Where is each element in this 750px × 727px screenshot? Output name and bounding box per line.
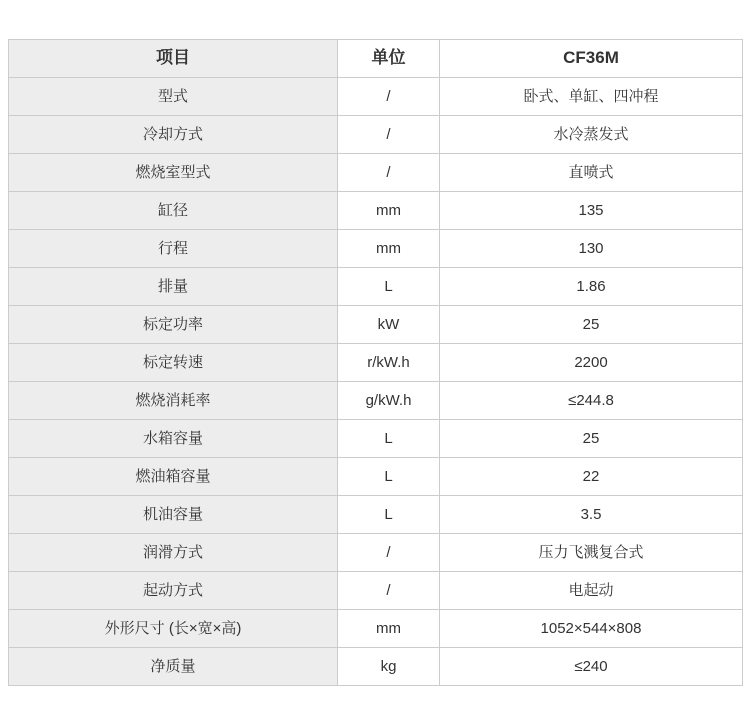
spec-value: 1.86 [440,268,743,306]
spec-value: 25 [440,420,743,458]
spec-value: 1052×544×808 [440,610,743,648]
spec-item-label: 燃烧消耗率 [9,382,338,420]
spec-value: 22 [440,458,743,496]
spec-table [8,39,743,686]
spec-value: 3.5 [440,496,743,534]
column-header-item: 项目 [9,40,338,78]
spec-value: 135 [440,192,743,230]
spec-item-label: 燃油箱容量 [9,458,338,496]
table-row [9,344,743,382]
table-row [9,648,743,686]
column-header-unit: 单位 [338,40,440,78]
spec-unit: / [338,116,440,154]
spec-item-label: 缸径 [9,192,338,230]
table-header-row [9,40,743,78]
spec-unit: L [338,496,440,534]
spec-unit: / [338,572,440,610]
spec-item-label: 外形尺寸 (长×宽×高) [9,610,338,648]
spec-value: 水冷蒸发式 [440,116,743,154]
spec-item-label: 水箱容量 [9,420,338,458]
spec-unit: kW [338,306,440,344]
spec-item-label: 燃烧室型式 [9,154,338,192]
spec-unit: / [338,534,440,572]
table-row [9,420,743,458]
spec-unit: g/kW.h [338,382,440,420]
spec-table-body [9,78,743,686]
spec-item-label: 冷却方式 [9,116,338,154]
spec-item-label: 净质量 [9,648,338,686]
spec-item-label: 润滑方式 [9,534,338,572]
spec-item-label: 标定转速 [9,344,338,382]
spec-unit: L [338,420,440,458]
table-row [9,572,743,610]
spec-value: 电起动 [440,572,743,610]
table-row [9,458,743,496]
spec-item-label: 行程 [9,230,338,268]
spec-value: ≤240 [440,648,743,686]
spec-value: 25 [440,306,743,344]
spec-item-label: 机油容量 [9,496,338,534]
table-row [9,610,743,648]
spec-value: 2200 [440,344,743,382]
spec-unit: r/kW.h [338,344,440,382]
spec-value: 直喷式 [440,154,743,192]
spec-unit: mm [338,230,440,268]
table-row [9,154,743,192]
table-row [9,534,743,572]
table-row [9,268,743,306]
spec-unit: mm [338,192,440,230]
spec-item-label: 标定功率 [9,306,338,344]
spec-value: ≤244.8 [440,382,743,420]
spec-value: 130 [440,230,743,268]
spec-unit: kg [338,648,440,686]
spec-item-label: 型式 [9,78,338,116]
table-row [9,496,743,534]
table-row [9,78,743,116]
table-row [9,116,743,154]
spec-item-label: 起动方式 [9,572,338,610]
spec-value: 卧式、单缸、四冲程 [440,78,743,116]
spec-item-label: 排量 [9,268,338,306]
spec-unit: L [338,458,440,496]
table-row [9,230,743,268]
spec-unit: / [338,78,440,116]
spec-unit: / [338,154,440,192]
table-row [9,306,743,344]
table-row [9,192,743,230]
column-header-model: CF36M [440,40,743,78]
table-row [9,382,743,420]
spec-value: 压力飞溅复合式 [440,534,743,572]
spec-unit: mm [338,610,440,648]
spec-unit: L [338,268,440,306]
